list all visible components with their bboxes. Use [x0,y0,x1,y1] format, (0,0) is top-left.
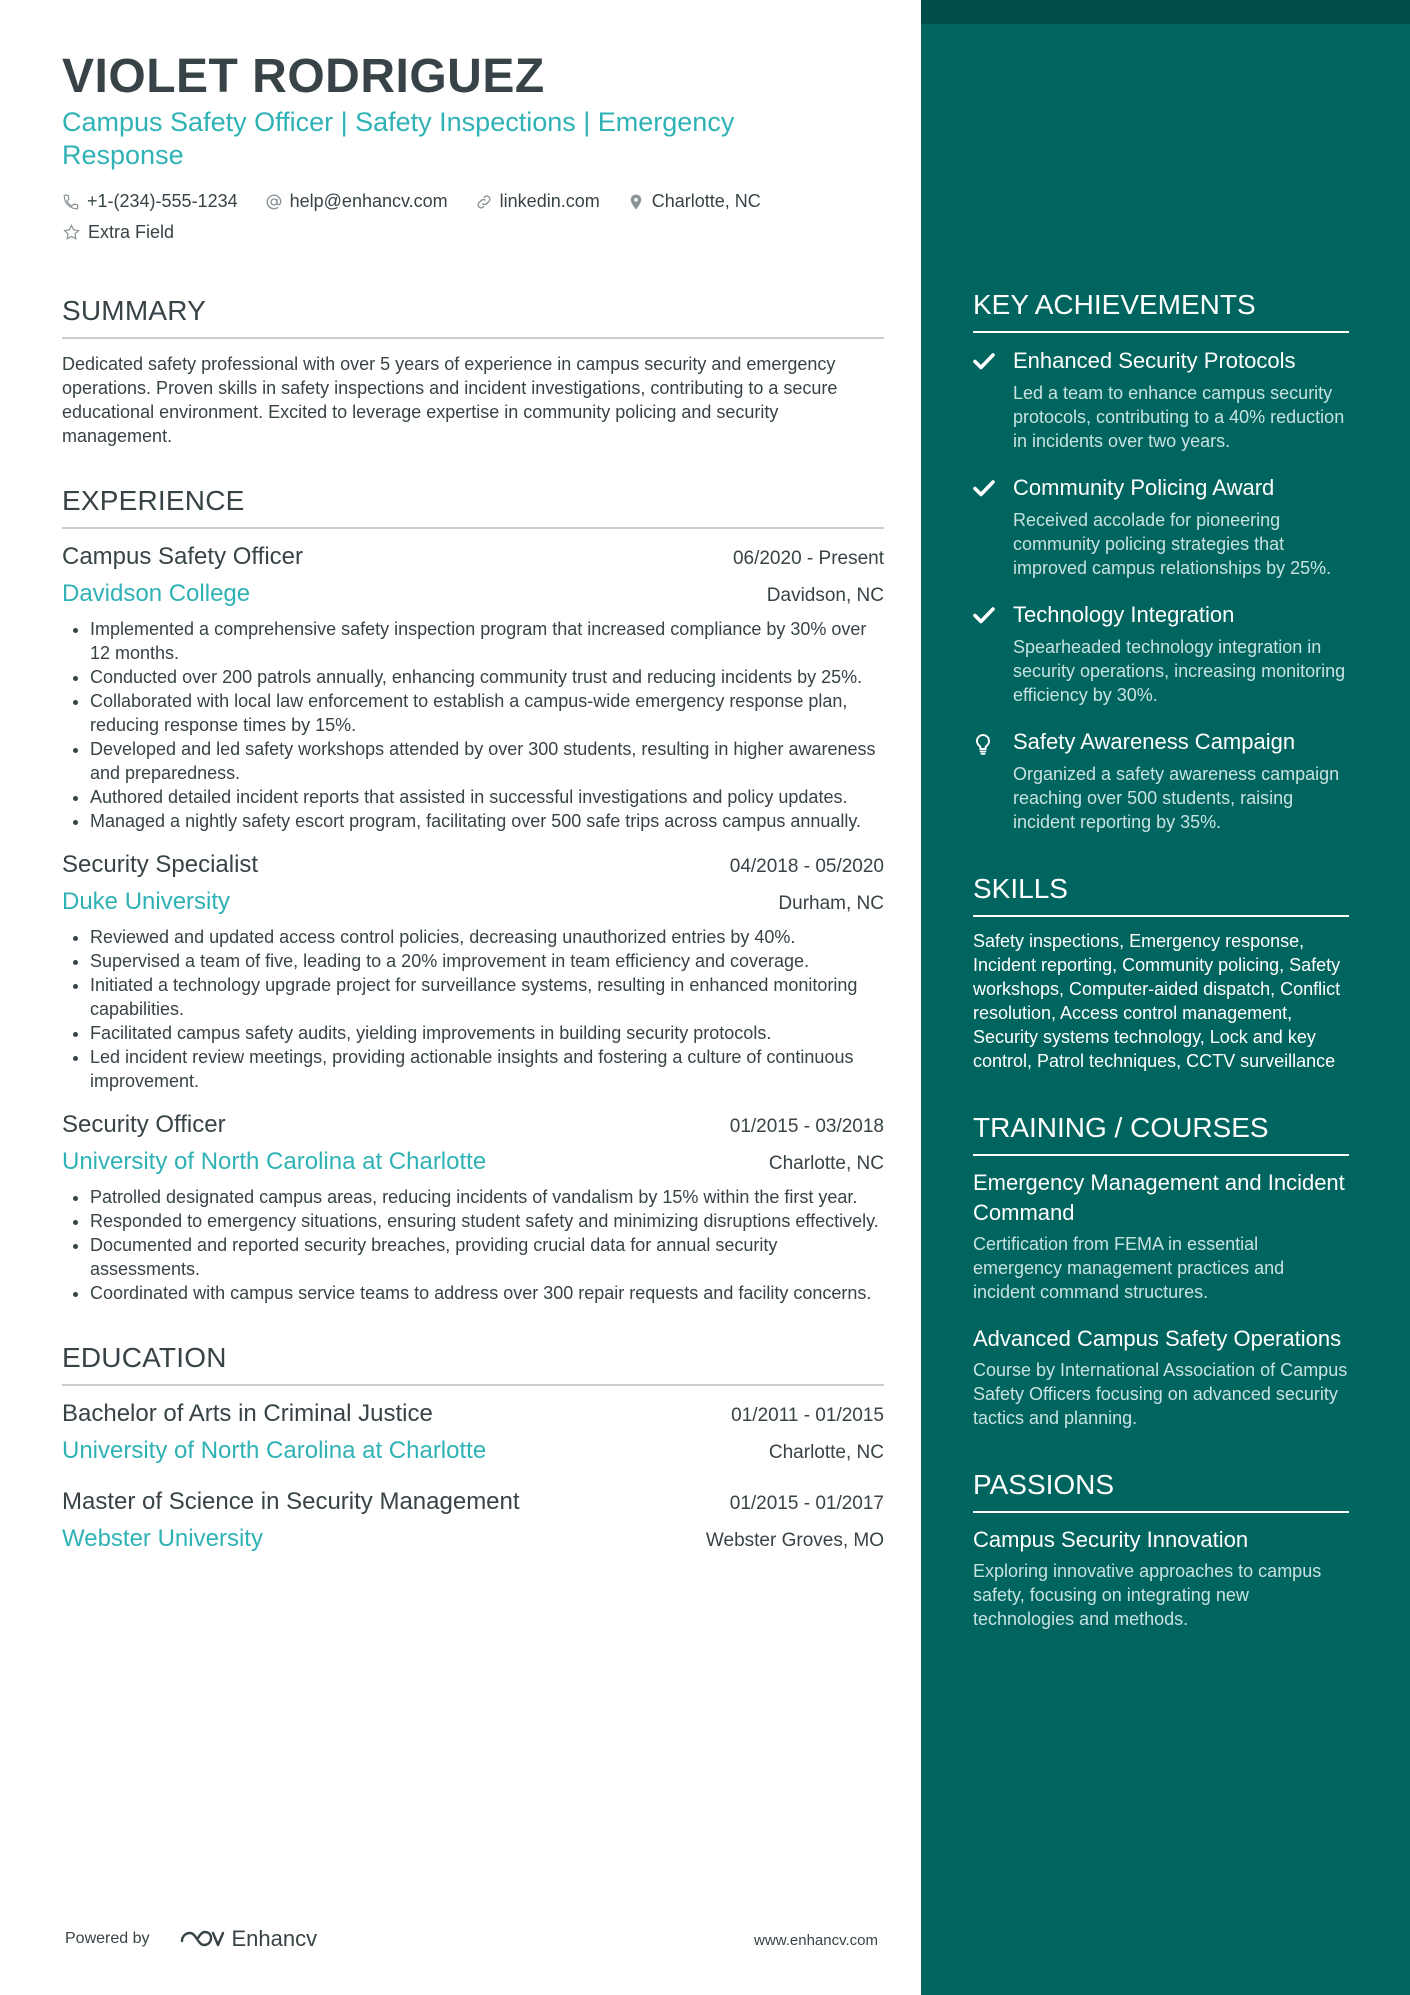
achievements-section [973,288,1349,834]
sidebar [921,0,1410,1995]
contact-linkedin[interactable] [475,188,600,215]
course-item [973,1168,1349,1304]
training-section [973,1111,1349,1430]
main-column [62,48,884,1558]
skills-list: Safety inspections, Emergency response, Incident reporting, Community policing, Safety workshops, Computer-aided dispatch, Conflict resolution, Access control management, Security systems technology, Lock and key control, Patrol techniques, CCTV surveillance [973,931,1341,1071]
job-bullets [62,925,884,1093]
extra-field-text: Extra Field [88,221,175,242]
job-role: Security Officer [62,1110,226,1138]
job-bullet: • Documented and reported security breaches, providing crucial data for annual security assessments. [90,1233,884,1281]
education-degree: Bachelor of Arts in Criminal Justice [62,1399,433,1427]
job-bullet: • Conducted over 200 patrols annually, enhancing community trust and reducing incidents by 25%. [90,665,884,689]
location-text: Charlotte, NC [651,191,761,211]
lightbulb-icon [973,733,993,755]
check-icon [973,352,995,370]
achievements-title: KEY ACHIEVEMENTS [973,288,1349,333]
skills-section [973,872,1349,1073]
job-bullet: • Coordinated with campus service teams to address over 300 repair requests and facility concerns. [90,1281,884,1305]
education-dates: 01/2011 - 01/2015 [731,1404,884,1426]
education-school: Webster University [62,1524,263,1552]
passion-item [973,1525,1349,1631]
course-item [973,1324,1349,1430]
job-bullets [62,1185,884,1305]
candidate-name: VIOLET RODRIGUEZ [62,50,545,103]
education-section [62,1341,884,1558]
education-school: University of North Carolina at Charlotte [62,1436,487,1464]
course-desc: Course by International Association of Campus Safety Officers focusing on advanced security tactics and planning. [973,1360,1348,1428]
passions-title: PASSIONS [973,1468,1349,1513]
achievement-desc: Received accolade for pioneering community policing strategies that improved campus relationships by 25%. [1013,510,1332,578]
education-degree: Master of Science in Security Management [62,1487,520,1515]
footer-website[interactable]: www.enhancv.com [754,1932,878,1949]
job-location: Durham, NC [778,892,884,914]
achievement-title: Technology Integration [1013,602,1235,627]
check-icon [973,606,995,624]
sidebar-content [973,288,1349,1631]
achievement-desc: Spearheaded technology integration in security operations, increasing monitoring efficiency by 30%. [1013,637,1346,705]
job-dates: 01/2015 - 03/2018 [729,1115,884,1137]
contact-phone[interactable] [62,188,238,215]
education-dates: 01/2015 - 01/2017 [729,1492,884,1514]
job-bullet: • Led incident review meetings, providing actionable insights and fostering a culture of continuous improvement. [90,1045,884,1093]
job-entry [62,847,884,1093]
footer-powered-by [65,1926,317,1952]
job-company: Duke University [62,887,231,915]
job-dates: 06/2020 - Present [732,547,884,569]
education-location: Webster Groves, MO [705,1529,884,1551]
job-role: Campus Safety Officer [62,542,303,570]
job-bullet: • Authored detailed incident reports that assisted in successful investigations and policy updates. [90,785,884,809]
contact-location [627,188,761,215]
job-dates: 04/2018 - 05/2020 [729,855,884,877]
education-entry [62,1396,884,1470]
achievement-title: Safety Awareness Campaign [1013,729,1296,754]
job-bullet: • Patrolled designated campus areas, reducing incidents of vandalism by 15% within the first year. [90,1185,884,1209]
location-pin-icon [627,193,645,211]
job-bullet: • Responded to emergency situations, ensuring student safety and minimizing disruptions effectively. [90,1209,884,1233]
job-bullet: • Implemented a comprehensive safety inspection program that increased compliance by 30% over 12 months. [90,617,884,665]
course-desc: Certification from FEMA in essential emergency management practices and incident command structures. [973,1234,1285,1302]
job-bullet: • Supervised a team of five, leading to a 20% improvement in team efficiency and coverage. [90,949,884,973]
job-bullet: • Collaborated with local law enforcement to establish a campus-wide emergency response plan, reducing response times by 15%. [90,689,884,737]
job-role: Security Specialist [62,850,259,878]
experience-title: EXPERIENCE [62,484,884,529]
contact-info [62,188,884,250]
skills-title: SKILLS [973,872,1349,917]
link-icon [475,193,493,211]
phone-text: +1-(234)-555-1234 [87,191,238,211]
linkedin-text: linkedin.com [499,191,600,211]
star-icon [62,223,81,242]
job-entry [62,1107,884,1305]
passion-desc: Exploring innovative approaches to campus safety, focusing on integrating new technologies and methods. [973,1561,1322,1629]
achievement-item [973,473,1349,580]
course-title: Emergency Management and Incident Command [973,1170,1345,1225]
education-title: EDUCATION [62,1341,884,1386]
powered-by-text: Powered by [65,1930,150,1947]
job-company: Davidson College [62,579,251,607]
course-title: Advanced Campus Safety Operations [973,1326,1342,1351]
experience-section [62,484,884,1305]
phone-icon [62,193,80,211]
job-bullets [62,617,884,833]
summary-text: Dedicated safety professional with over 5 years of experience in campus security and emergency operations. Proven skills in safety inspections and incident investigations, contributing to a secure educational environment. Excited to leverage expertise in community policing and security management. [62,353,838,446]
contact-extra [62,219,174,246]
sidebar-top-band [921,0,1410,24]
education-entry [62,1484,884,1558]
passions-section [973,1468,1349,1631]
job-bullet: • Reviewed and updated access control policies, decreasing unauthorized entries by 40%. [90,925,884,949]
job-bullet: • Managed a nightly safety escort program, facilitating over 500 safe trips across campus annually. [90,809,884,833]
job-bullet: • Facilitated campus safety audits, yielding improvements in building security protocols. [90,1021,884,1045]
enhancv-logo-icon [178,1927,226,1951]
job-bullet: • Developed and led safety workshops attended by over 300 students, resulting in higher awareness and preparedness. [90,737,884,785]
achievement-item [973,600,1349,707]
job-entry [62,539,884,833]
check-icon [973,479,995,497]
achievement-title: Enhanced Security Protocols [1013,348,1296,373]
achievement-item [973,727,1349,834]
email-text: help@enhancv.com [289,191,448,211]
brand-logo[interactable] [178,1926,318,1952]
passion-title: Campus Security Innovation [973,1527,1249,1552]
job-location: Charlotte, NC [768,1152,884,1174]
achievement-desc: Led a team to enhance campus security protocols, contributing to a 40% reduction in incidents over two years. [1013,383,1345,451]
contact-email[interactable] [265,188,448,215]
education-location: Charlotte, NC [768,1441,884,1463]
headline: Campus Safety Officer | Safety Inspections | Emergency Response [62,107,735,170]
summary-section [62,294,884,448]
achievement-item [973,346,1349,453]
achievement-title: Community Policing Award [1013,475,1275,500]
job-company: University of North Carolina at Charlotte [62,1147,487,1175]
brand-name: Enhancv [231,1926,318,1951]
job-location: Davidson, NC [766,584,884,606]
summary-title: SUMMARY [62,294,884,339]
achievement-desc: Organized a safety awareness campaign reaching over 500 students, raising incident reporting by 35%. [1013,764,1340,832]
at-icon [265,193,283,211]
training-title: TRAINING / COURSES [973,1111,1349,1156]
job-bullet: • Initiated a technology upgrade project for surveillance systems, resulting in enhanced monitoring capabilities. [90,973,884,1021]
